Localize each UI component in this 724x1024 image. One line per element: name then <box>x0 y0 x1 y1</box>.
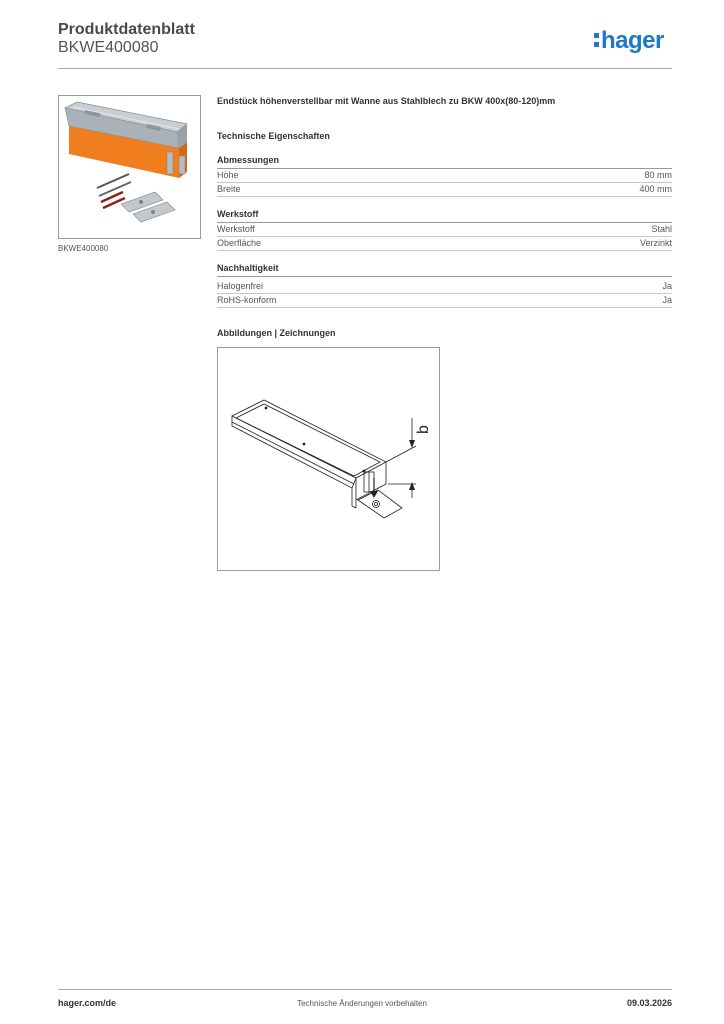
property-value: Stahl <box>651 224 672 234</box>
property-value: 400 mm <box>639 184 672 194</box>
logo-colon-icon <box>594 29 599 49</box>
property-value: Ja <box>662 295 672 305</box>
dimension-label: b <box>415 425 432 434</box>
page-title: Produktdatenblatt <box>58 21 195 38</box>
footer-notice: Technische Änderungen vorbehalten <box>297 999 427 1008</box>
footer-divider <box>58 989 672 990</box>
arrow-down-icon <box>370 491 378 498</box>
group-title-sustainability: Nachhaltigkeit <box>217 263 672 277</box>
arrow-up-icon <box>409 482 415 490</box>
group-title-material: Werkstoff <box>217 209 672 223</box>
property-name: Oberfläche <box>217 238 262 248</box>
technical-drawing <box>217 347 440 571</box>
table-row <box>217 183 672 197</box>
header-divider <box>58 68 672 69</box>
table-row <box>217 169 672 183</box>
table-row <box>217 223 672 237</box>
property-value: Verzinkt <box>639 238 672 248</box>
product-description: Endstück höhenverstellbar mit Wanne aus Stahlblech zu BKW 400x(80-120)mm <box>217 96 556 106</box>
article-number: BKWE400080 <box>58 39 159 56</box>
property-name: Werkstoff <box>217 224 255 234</box>
tech-props-heading: Technische Eigenschaften <box>217 131 330 141</box>
group-title-dimensions: Abmessungen <box>217 155 672 169</box>
hager-logo[interactable] <box>594 26 664 56</box>
property-name: Breite <box>217 184 241 194</box>
logo-text: hager <box>601 27 664 54</box>
property-value: 80 mm <box>644 170 672 180</box>
property-name: Halogenfrei <box>217 281 264 291</box>
property-name: Höhe <box>217 170 239 180</box>
property-value: Ja <box>662 281 672 291</box>
footer-date: 09.03.2026 <box>626 998 672 1008</box>
drawings-heading: Abbildungen | Zeichnungen <box>217 328 336 338</box>
product-image-caption: BKWE400080 <box>58 244 109 253</box>
technical-drawing-svg <box>218 348 439 570</box>
product-image <box>58 95 201 239</box>
table-row <box>217 237 672 251</box>
table-row <box>217 294 672 308</box>
table-row <box>217 280 672 294</box>
product-photo-illustration <box>59 96 200 238</box>
footer-website-link[interactable]: hager.com/de <box>58 998 117 1008</box>
property-name: RoHS-konform <box>217 295 277 305</box>
